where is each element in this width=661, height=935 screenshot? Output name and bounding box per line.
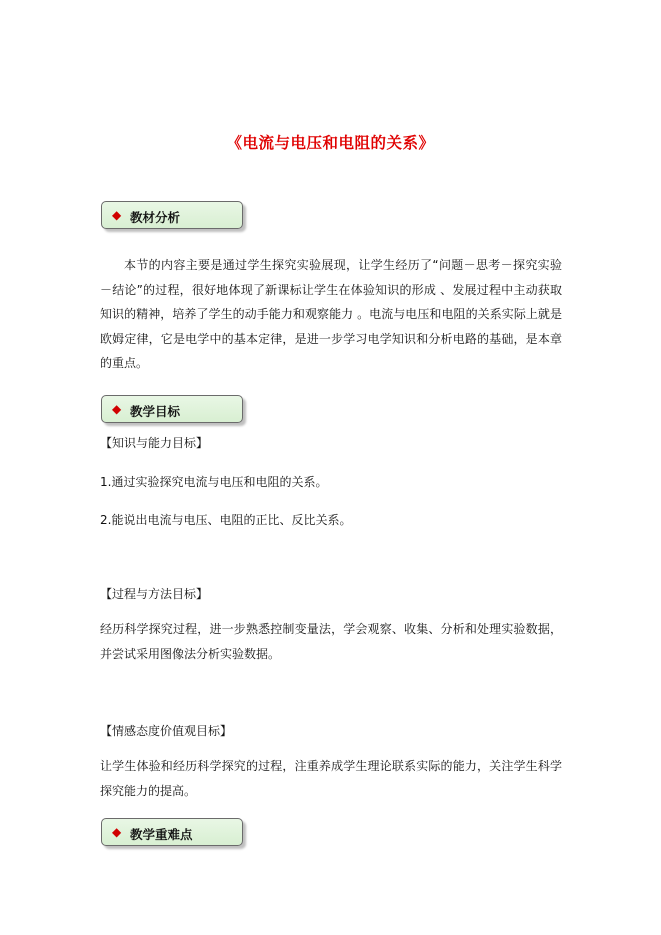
page-title: 《电流与电压和电阻的关系》 — [226, 134, 435, 152]
section-label: 教材分析 — [130, 210, 181, 225]
diamond-icon: ◆ — [112, 208, 122, 222]
emotion-paragraph: 让学生体验和经历科学探究的过程，注重养成学生理论联系实际的能力，关注学生科学探究能力的提高。 — [100, 759, 562, 798]
diamond-icon: ◆ — [112, 825, 122, 839]
section-label: 教学目标 — [130, 404, 181, 419]
section-header-analysis — [101, 201, 243, 229]
analysis-paragraph: 本节的内容主要是通过学生探究实验展现，让学生经历了“问题－思考－探究实验－结论”的过程，很好地体现了新课标让学生在体验知识的形成 、发展过程中主动获取知识的精神，培养了学生的动手能力和观察能力 。电流与电压和电阻的关系实际上就是欧姆定律，它是电学中的基本定律，是进一步学习电学知识和分析电路的基础，是本章的重点。 — [100, 258, 562, 370]
section-header-goals — [101, 395, 243, 423]
knowledge-heading: 【知识与能力目标】 — [100, 436, 209, 450]
process-heading: 【过程与方法目标】 — [100, 587, 209, 601]
diamond-icon: ◆ — [112, 402, 122, 416]
section-header-keypoints — [101, 818, 243, 846]
knowledge-item-1: 1.通过实验探究电流与电压和电阻的关系。 — [100, 475, 328, 489]
process-paragraph: 经历科学探究过程，进一步熟悉控制变量法，学会观察、收集、分析和处理实验数据，并尝试采用图像法分析实验数据。 — [100, 622, 562, 661]
knowledge-item-2: 2.能说出电流与电压、电阻的正比、反比关系。 — [100, 513, 352, 527]
emotion-heading: 【情感态度价值观目标】 — [100, 724, 233, 738]
section-label: 教学重难点 — [130, 827, 193, 842]
